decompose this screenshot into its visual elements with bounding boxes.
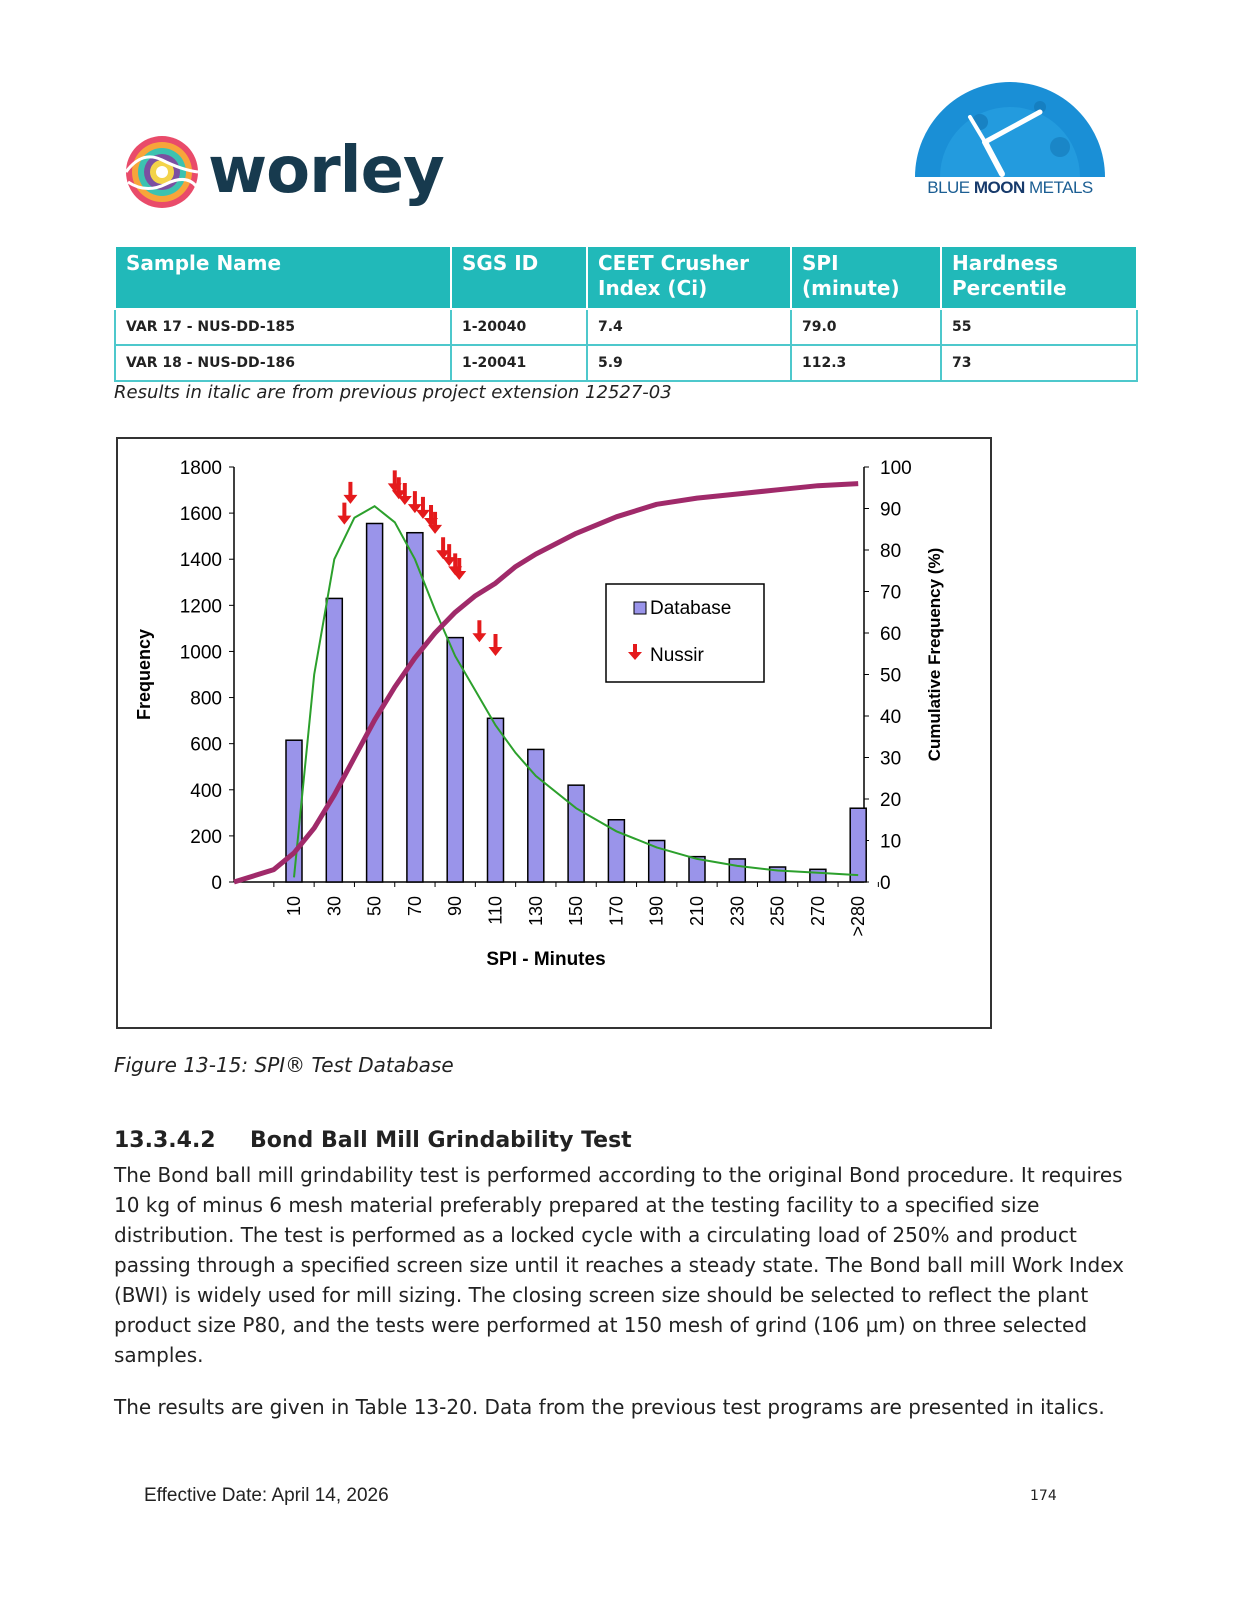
y2-tick-label: 60 <box>880 624 902 645</box>
table-cell: 5.9 <box>587 345 791 381</box>
y-tick-label: 400 <box>190 780 222 802</box>
nussir-arrow-marker <box>337 503 351 525</box>
spi-results-table <box>114 245 1138 382</box>
bar-150 <box>568 785 584 882</box>
bar-90 <box>447 638 463 882</box>
legend-database-label: Database <box>650 598 732 619</box>
x-tick-label: 10 <box>284 896 304 917</box>
table-note: Results in italic are from previous project extension 12527-03 <box>114 382 672 403</box>
bar->280 <box>850 808 866 882</box>
y2-tick-label: 10 <box>880 831 902 853</box>
worley-swirl-icon <box>122 130 202 214</box>
x-tick-label: 70 <box>404 896 425 917</box>
y-tick-label: 0 <box>211 873 222 894</box>
column-header: SPI (minute) <box>791 246 941 309</box>
x-tick-label: 30 <box>324 896 345 917</box>
x-tick-label: 170 <box>606 896 627 927</box>
bar-30 <box>326 598 342 882</box>
nussir-arrow-marker <box>408 491 422 513</box>
y-tick-label: 1400 <box>179 550 222 572</box>
footer-effective-date: Effective Date: April 14, 2026 <box>144 1485 389 1506</box>
body-paragraph: The Bond ball mill grindability test is performed according to the original Bond procedure. It requires 10 kg of minus 6 mesh material preferably prepared at the testing facility to a specified size distribution. The test is performed as a locked cycle with a circulating load of 250% and product passing through a specified screen size until it reaches a steady state. The Bond ball mill Work Index (BWI) is widely used for mill sizing. The closing screen size should be selected to reflect the plant product size P80, and the tests were performed at 150 mesh of grind (106 µm) on three selected samples. <box>114 1163 1124 1367</box>
nussir-arrow-marker <box>489 634 503 656</box>
x-tick-label: 210 <box>687 896 707 927</box>
y-tick-label: 1200 <box>179 596 222 618</box>
y-axis-label: Frequency <box>134 628 154 721</box>
table-cell: 1-20040 <box>451 309 587 345</box>
x-tick-label: 130 <box>525 896 546 927</box>
x-axis-label: SPI - Minutes <box>486 949 606 970</box>
table-cell: VAR 18 - NUS-DD-186 <box>115 345 451 381</box>
bar-110 <box>488 718 504 882</box>
table-row <box>115 309 1137 345</box>
blue-moon-metals-wordmark: BLUE MOON METALS <box>927 178 1093 197</box>
x-tick-label: 190 <box>646 896 667 927</box>
y-tick-label: 1800 <box>179 458 222 479</box>
table-row <box>115 345 1137 381</box>
column-header: Hardness Percentile <box>941 246 1137 309</box>
x-tick-label: >280 <box>848 896 869 937</box>
legend-database-swatch <box>634 602 646 614</box>
table-cell: 73 <box>941 345 1137 381</box>
y-tick-label: 1000 <box>179 642 222 664</box>
y2-tick-label: 40 <box>880 707 902 728</box>
bar-270 <box>810 869 826 882</box>
y2-tick-label: 70 <box>880 582 902 604</box>
column-header: SGS ID <box>451 246 587 309</box>
y-tick-label: 200 <box>190 826 222 848</box>
y2-tick-label: 100 <box>880 458 912 479</box>
table-cell: 112.3 <box>791 345 941 381</box>
blue-moon-metals-logo <box>910 72 1110 207</box>
x-tick-label: 150 <box>566 896 587 927</box>
table-cell: 79.0 <box>791 309 941 345</box>
table-cell: 55 <box>941 309 1137 345</box>
y2-tick-label: 50 <box>880 665 902 687</box>
y-tick-label: 1600 <box>179 504 222 526</box>
x-tick-label: 250 <box>767 896 788 927</box>
column-header: Sample Name <box>115 246 451 309</box>
x-tick-label: 50 <box>364 896 385 917</box>
spi-chart <box>116 437 992 1029</box>
y-tick-label: 600 <box>190 734 222 756</box>
table-cell: 1-20041 <box>451 345 587 381</box>
y-tick-label: 800 <box>190 688 222 710</box>
bar-230 <box>729 859 745 882</box>
section-title: Bond Ball Mill Grindability Test <box>250 1128 632 1153</box>
figure-caption: Figure 13-15: SPI® Test Database <box>114 1053 454 1077</box>
body-paragraph: The results are given in Table 13-20. Data from the previous test programs are presented in italics. <box>114 1395 1105 1419</box>
y2-tick-label: 20 <box>880 790 902 811</box>
table-cell: 7.4 <box>587 309 791 345</box>
worley-wordmark: worley <box>208 134 444 208</box>
y2-tick-label: 90 <box>880 499 902 521</box>
column-header: CEET Crusher Index (Ci) <box>587 246 791 309</box>
worley-logo <box>122 130 442 220</box>
page-number: 174 <box>1030 1488 1057 1504</box>
table-header-row <box>115 246 1137 309</box>
bar-50 <box>367 523 383 882</box>
table-cell: VAR 17 - NUS-DD-185 <box>115 309 451 345</box>
y2-tick-label: 30 <box>880 748 902 770</box>
x-tick-label: 90 <box>445 896 466 917</box>
x-tick-label: 230 <box>727 896 748 927</box>
y2-axis-label: Cumulative Frequency (%) <box>925 547 944 762</box>
nussir-arrow-marker <box>343 482 357 504</box>
y2-tick-label: 80 <box>880 541 902 562</box>
nussir-arrow-marker <box>472 620 486 642</box>
x-tick-label: 270 <box>807 896 828 927</box>
section-heading <box>114 1128 632 1153</box>
moon-clock-icon <box>910 72 1110 182</box>
x-tick-label: 110 <box>485 896 506 925</box>
bar-70 <box>407 533 423 882</box>
section-number: 13.3.4.2 <box>114 1128 216 1153</box>
y2-tick-label: 0 <box>880 873 891 894</box>
legend-nussir-label: Nussir <box>650 645 704 666</box>
chart-canvas <box>118 439 990 1027</box>
